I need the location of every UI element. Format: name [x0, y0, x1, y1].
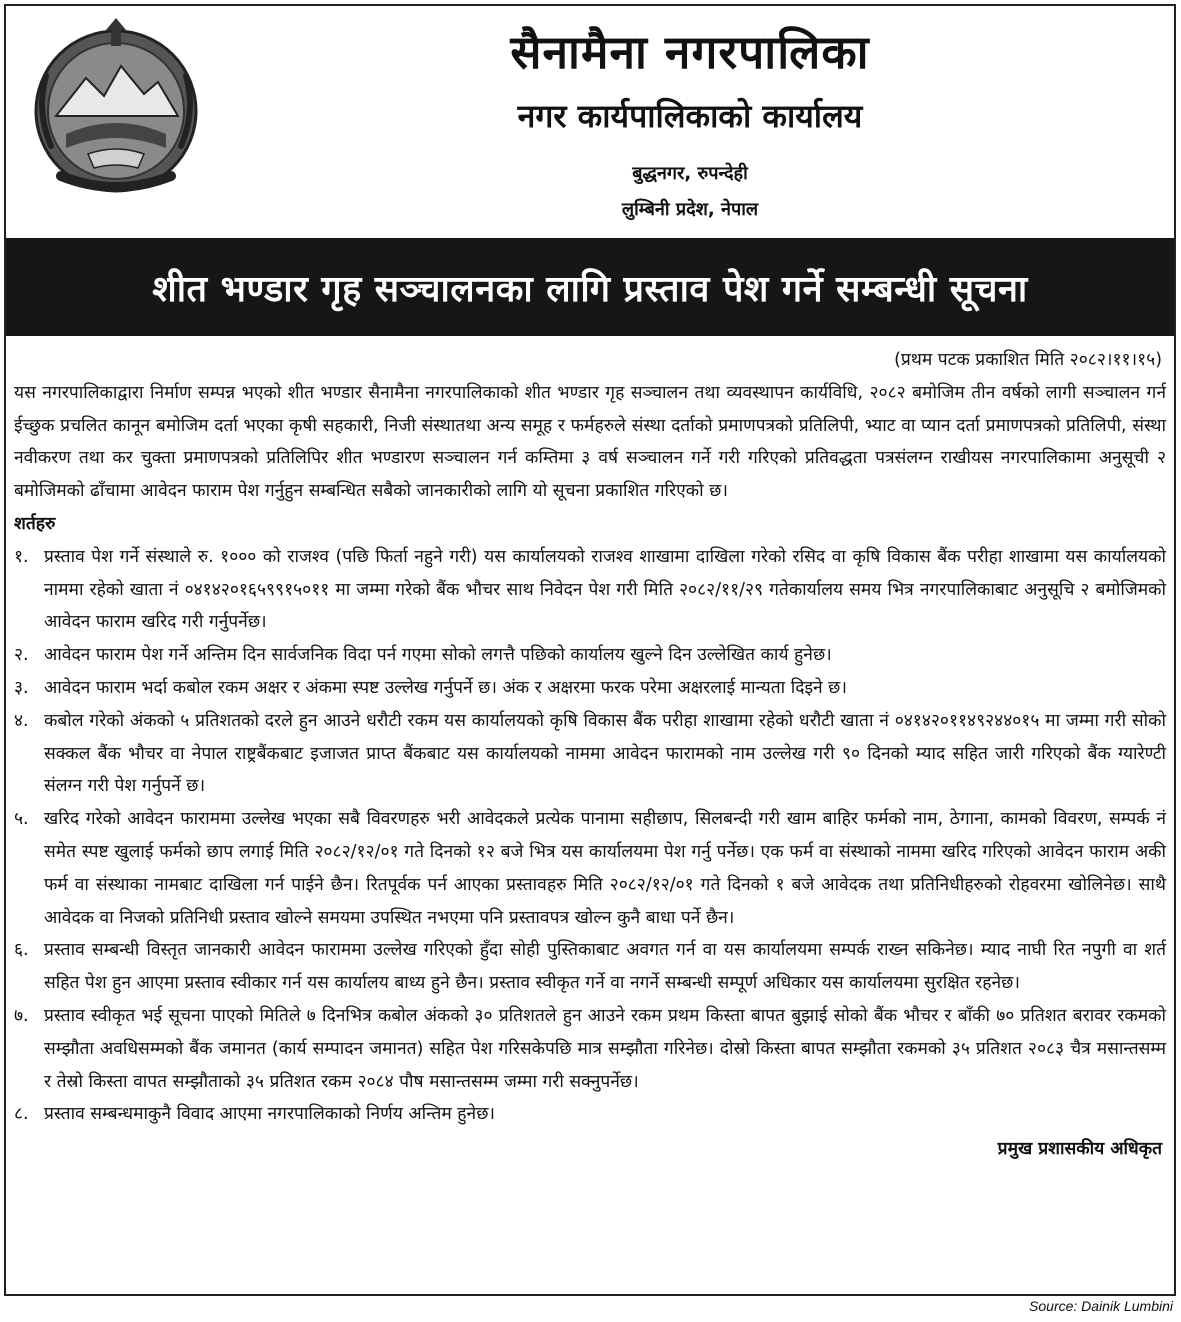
condition-item [14, 1098, 1166, 1131]
condition-number: २. [14, 645, 29, 666]
condition-number: ६. [14, 940, 29, 961]
condition-item [14, 639, 1166, 672]
condition-text: प्रस्ताव सम्बन्धी विस्तृत जानकारी आवेदन फाराममा उल्लेख गरिएको हुँदा सोही पुस्तिकाबाट अवगत गर्न वा यस कार्यालयमा सम्पर्क राख्न सकिनेछ। म्याद नाघी रित नपुगी वा शर्त सहित पेश हुन आएमा प्रस्ताव स्वीकार गर्न यस कार्यालय बाध्य हुने छैन। प्रस्ताव स्वीकृत गर्ने वा नगर्ने सम्बन्धी सम्पूर्ण अधिकार यस कार्यालयमा सुरक्षित रहनेछ। [44, 940, 1166, 994]
condition-item [14, 541, 1166, 639]
condition-text: आवेदन फाराम भर्दा कबोल रकम अक्षर र अंकमा स्पष्ट उल्लेख गर्नुपर्ने छ। अंक र अक्षरमा फरक परेमा अक्षरलाई मान्यता दिइने छ। [44, 677, 847, 698]
condition-item [14, 934, 1166, 1000]
office-name: नगर कार्यपालिकाको कार्यालय [517, 97, 863, 135]
condition-text: प्रस्ताव पेश गर्ने संस्थाले रु. १००० को राजश्व (पछि फिर्ता नहुने गरी) यस कार्यालयको राजश्व शाखामा दाखिला गरेको रसिद वा कृषि विकास बैंक परीहा शाखामा यस कार्यालयको नाममा रहेको खाता नं ०४१४२०१६५९९१५०११ मा जम्मा गरेको बैंक भौचर साथ निवेदन पेश गरी मिति २०८२/११/२९ गतेकार्यालय समय भित्र नगरपालिकाबाट अनुसूचि २ बमोजिमको आवेदन फाराम खरिद गरी गर्नुपर्नेछ। [44, 546, 1166, 633]
condition-number: ७. [14, 1005, 29, 1026]
condition-text: आवेदन फाराम पेश गर्ने अन्तिम दिन सार्वजनिक विदा पर्न गएमा सोको लगत्तै पछिको कार्यालय खुल्ने दिन उल्लेखित कार्य हुनेछ। [44, 645, 832, 666]
condition-item [14, 803, 1166, 934]
nepal-government-emblem-icon [26, 16, 206, 201]
notice-header [6, 6, 1174, 234]
notice-title: शीत भण्डार गृह सञ्चालनका लागि प्रस्ताव पेश गर्ने सम्बन्धी सूचना [152, 268, 1028, 310]
notice-intro: यस नगरपालिकाद्वारा निर्माण सम्पन्न भएको शीत भण्डार सैनामैना नगरपालिकाको शीत भण्डार गृह सञ्चालन तथा व्यवस्थापन कार्यविधि, २०८२ बमोजिम तीन वर्षको लागी सञ्चालन गर्न ईच्छुक प्रचलित कानून बमोजिम दर्ता भएका कृषी सहकारी, निजी संस्थातथा अन्य समूह र फर्महरुले संस्था दर्ताको प्रमाणपत्रको प्रतिलिपी, भ्याट वा प्यान दर्ता प्रमाणपत्रको प्रतिलिपी, संस्था नवीकरण तथा कर चुक्ता प्रमाणपत्रको प्रतिलिपिर शीत भण्डारण सञ्चालन गर्न कम्तिमा ३ वर्ष सञ्चालन गर्ने गरी गरिएको प्रतिवद्धता पत्रसंलग्न राखीयस नगरपालिकामा अनुसूची २ बमोजिमको ढाँचामा आवेदन फाराम पेश गर्नुहुन सम्बन्धित सबैको जानकारीको लागि यो सूचना प्रकाशित गरिएको छ। [14, 382, 1166, 502]
condition-item [14, 705, 1166, 803]
condition-item [14, 1000, 1166, 1098]
condition-item [14, 672, 1166, 705]
signature-title: प्रमुख प्रशासकीय अधिकृत [997, 1139, 1162, 1160]
condition-text: प्रस्ताव सम्बन्धमाकुनै विवाद आएमा नगरपालिकाको निर्णय अन्तिम हुनेछ। [44, 1104, 495, 1125]
address-line-1: बुद्धनगर, रुपन्देही [632, 163, 748, 184]
source-credit: Source: Dainik Lumbini [1029, 1298, 1173, 1314]
condition-text: प्रस्ताव स्वीकृत भई सूचना पाएको मितिले ७ दिनभित्र कबोल अंकको ३० प्रतिशतले हुन आउने रकम प्रथम किस्ता बापत बुझाई सोको बैंक भौचर र बाँकी ७० प्रतिशत बरावर रकमको सम्झौता अवधिसम्मको बैंक जमानत (कार्य सम्पादन जमानत) सहित पेश गरिसकेपछि मात्र सम्झौता गरिनेछ। दोस्रो किस्ता बापत सम्झौता रकमको ३५ प्रतिशत २०८३ चैत्र मसान्तसम्म र तेस्रो किस्ता वापत सम्झौताको ३५ प्रतिशत रकम २०८४ पौष मसान्तसम्म जम्मा गरी सक्नुपर्नेछ। [44, 1005, 1166, 1092]
condition-number: ४. [14, 710, 29, 731]
condition-number: १. [14, 546, 29, 567]
notice-title-banner [6, 238, 1174, 336]
municipality-name: सैनामैना नगरपालिका [510, 25, 870, 79]
notice-body [6, 344, 1174, 1166]
condition-number: ३. [14, 677, 29, 698]
condition-text: कबोल गरेको अंकको ५ प्रतिशतको दरले हुन आउने धरौटी रकम यस कार्यालयको कृषि विकास बैंक परीहा शाखामा रहेको धरौटी खाता नं ०४१४२०११४९२४४०१५ मा जम्मा गरी सोको सक्कल बैंक भौचर वा नेपाल राष्ट्रबैंकबाट इजाजत प्राप्त बैंकबाट यस कार्यालयको नाममा आवेदन फारामको नाम उल्लेख गरी ९० दिनको म्याद सहित जारी गरिएको बैंक ग्यारेण्टी संलग्न गरी पेश गर्नुपर्ने छ। [44, 710, 1166, 797]
condition-number: ८. [14, 1104, 29, 1125]
address-line-2: लुम्बिनी प्रदेश, नेपाल [621, 199, 759, 220]
notice-frame [4, 4, 1176, 1296]
published-date: (प्रथम पटक प्रकाशित मिति २०८२।११।१५) [894, 350, 1162, 370]
condition-text: खरिद गरेको आवेदन फाराममा उल्लेख भएका सबै विवरणहरु भरी आवेदकले प्रत्येक पानामा सहीछाप, सिलबन्दी गरी खाम बाहिर फर्मको नाम, ठेगाना, कामको विवरण, सम्पर्क नं समेत स्पष्ट खुलाई फर्मको छाप लगाई मिति २०८२/१२/०१ गते दिनको १२ बजे भित्र यस कार्यालयमा पेश गर्नु पर्नेछ। एक फर्म वा संस्थाको नाममा खरिद गरिएको आवेदन फाराम अकी फर्म वा संस्थाका नामबाट दाखिला गर्न पाईने छैन। रितपूर्वक पर्न आएका प्रस्तावहरु मिति २०८२/१२/०१ गते दिनको १ बजे आवेदक तथा प्रतिनिधीहरुको रोहवरमा खोलिनेछ। साथै आवेदक वा निजको प्रतिनिधी प्रस्ताव खोल्ने समयमा उपस्थित नभएमा पनि प्रस्तावपत्र खोल्न कुनै बाधा पर्ने छैन। [44, 809, 1166, 928]
conditions-heading: शर्तहरु [14, 513, 56, 534]
condition-number: ५. [14, 809, 29, 830]
